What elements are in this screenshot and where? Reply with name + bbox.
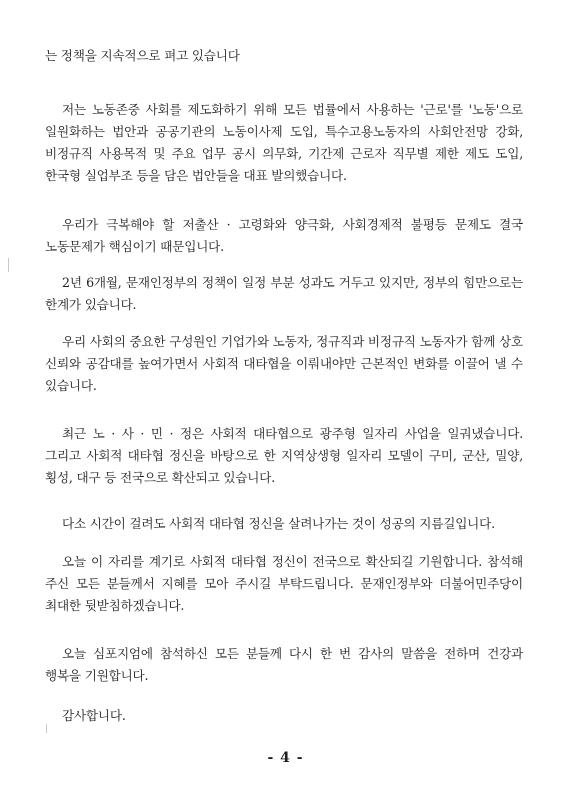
paragraph-4: 2년 6개월, 문재인정부의 정책이 일정 부분 성과도 거두고 있지만, 정부의 힘만으로는 한계가 있습니다. [45, 275, 523, 312]
page-number: - 4 - [267, 750, 304, 766]
paragraph-9: 오늘 심포지엄에 참석하신 모든 분들께 다시 한 번 감사의 말씀을 전하며 건강과 행복을 기원합니다. [45, 646, 523, 683]
paragraph-3: 우리가 극복해야 할 저출산 · 고령화와 양극화, 사회경제적 불평등 문제도 결국 노동문제가 핵심이기 때문입니다. [45, 217, 523, 254]
paragraph-1: 는 정책을 지속적으로 펴고 있습니다 [45, 48, 240, 63]
paragraph-6: 최근 노 · 사 · 민 · 정은 사회적 대타협으로 광주형 일자리 사업을 일궈냈습니다. 그리고 사회적 대타협 정신을 바탕으로 한 지역상생형 일자리 모델이 구미, 군산, 밀양, 횡성, 대구 등 전국으로 확산되고 있습니다. [45, 426, 523, 485]
paragraph-8: 오늘 이 자리를 계기로 사회적 대타협 정신이 전국으로 확산되길 기원합니다. 참석해 주신 모든 분들께서 지혜를 모아 주시길 부탁드립니다. 문재인정부와 더불어민주당이 최대한 뒷받침하겠습니다. [45, 554, 523, 613]
paragraph-5: 우리 사회의 중요한 구성원인 기업가와 노동자, 정규직과 비정규직 노동자가 함께 상호 신뢰와 공감대를 높여가면서 사회적 대타협을 이뤄내야만 근본적인 변화를 이끌어 낼 수 있습니다. [45, 334, 523, 393]
paragraph-7: 다소 시간이 걸려도 사회적 대타협 정신을 살려나가는 것이 성공의 지름길입니다. [62, 516, 495, 531]
margin-mark [8, 258, 9, 272]
margin-mark [46, 724, 47, 733]
paragraph-10: 감사합니다. [62, 708, 126, 723]
paragraph-2: 저는 노동존중 사회를 제도화하기 위해 모든 법률에서 사용하는 '근로'를 '노동'으로 일원화하는 법안과 공공기관의 노동이사제 도입, 특수고용노동자의 사회안전망 강화, 비정규직 사용목적 및 주요 업무 공시 의무화, 기간제 근로자 직무별 제한 제도 도입, 한국형 실업부조 등을 담은 법안들을 대표 발의했습니다. [45, 102, 523, 183]
